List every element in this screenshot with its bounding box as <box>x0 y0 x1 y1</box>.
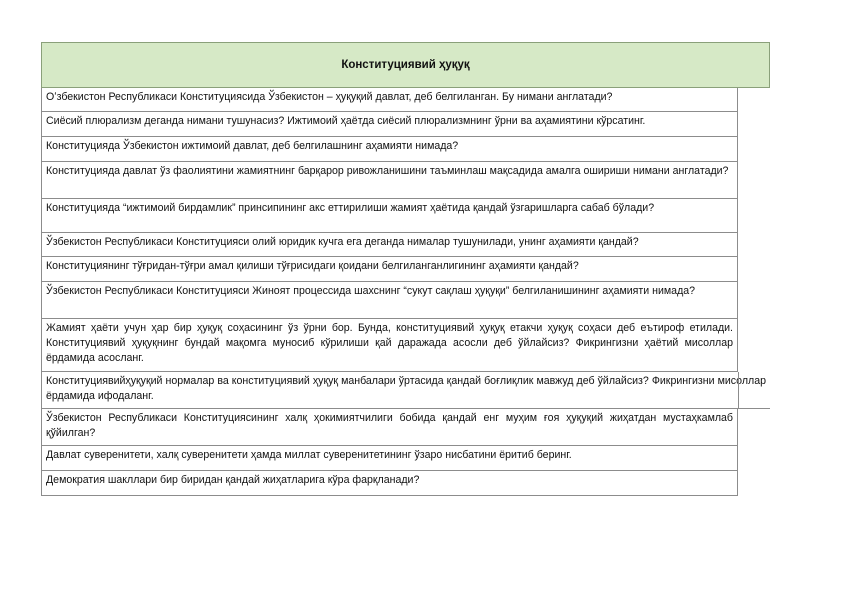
question-row: Сиёсий плюрализм деганда нимани тушунасиз? Ижтимоий ҳаётда сиёсий плюрализмнинг ўрни ва аҳамиятини кўрсатинг. <box>41 112 738 137</box>
question-row: Ўзбекистон Республикаси Конституцияси олий юридик кучга ега деганда нималар тушунилади, унинг аҳамияти қандай? <box>41 233 738 257</box>
question-sheet <box>41 42 770 496</box>
questions-table <box>41 88 770 496</box>
question-row: Конституциянинг тўғридан-тўғри амал қилиши тўғрисидаги қоидани белгиланганлигининг аҳамияти қандай? <box>41 257 738 282</box>
page-title: Конституциявий ҳуқуқ <box>341 59 470 71</box>
table-header <box>41 42 770 88</box>
question-row: Oʻзбекистон Республикаси Конституциясида Ўзбекистон – ҳуқуқий давлат, деб белгиланган. Бу нимани англатади? <box>41 88 738 112</box>
question-row: Конституцияда “ижтимоий бирдамлик” принсипининг акс еттирилиши жамият ҳаётида қандай ўзгаришларга сабаб бўлади? <box>41 199 738 233</box>
question-row: Конституцияда давлат ўз фаолиятини жамиятнинг барқарор ривожланишини таъминлаш мақсадида амалга ошириши нимани англатади? <box>41 162 738 199</box>
question-row: Демократия шакллари бир биридан қандай жиҳатларига кўра фарқланади? <box>41 471 738 496</box>
question-row: Конституцияда Ўзбекистон ижтимоий давлат, деб белгилашнинг аҳамияти нимада? <box>41 137 738 162</box>
question-row: Конституциявийҳуқуқий нормалар ва конституциявий ҳуқуқ манбалари ўртасида қандай боғлиқлик мавжуд деб ўйлайсиз? Фикрингизни мисоллар ёрдамида ифодаланг. <box>41 372 770 409</box>
question-row: Жамият ҳаёти учун ҳар бир ҳуқуқ соҳасининг ўз ўрни бор. Бунда, конституциявий ҳуқуқ етакчи ҳуқуқ соҳаси деб еътироф етилади. Конституциявий ҳуқуқнинг бундай мақомга муносиб кўрилиши қай даражада асосли деб ўйлайсиз? Фикрингизни ҳаётий мисоллар ёрдамида асосланг. <box>41 319 738 372</box>
question-row: Давлат суверенитети, халқ суверенитети ҳамда миллат суверенитетининг ўзаро нисбатини ёритиб беринг. <box>41 446 738 471</box>
question-row: Ўзбекистон Республикаси Конституцияси Жиноят процессида шахснинг “сукут сақлаш ҳуқуқи” белгиланишининг аҳамияти нимада? <box>41 282 738 319</box>
question-row: Ўзбекистон Республикаси Конституциясининг халқ ҳокимиятчилиги бобида қандай енг муҳим ғоя ҳуқуқий жиҳатдан мустаҳкамлаб қўйилган? <box>41 409 738 446</box>
